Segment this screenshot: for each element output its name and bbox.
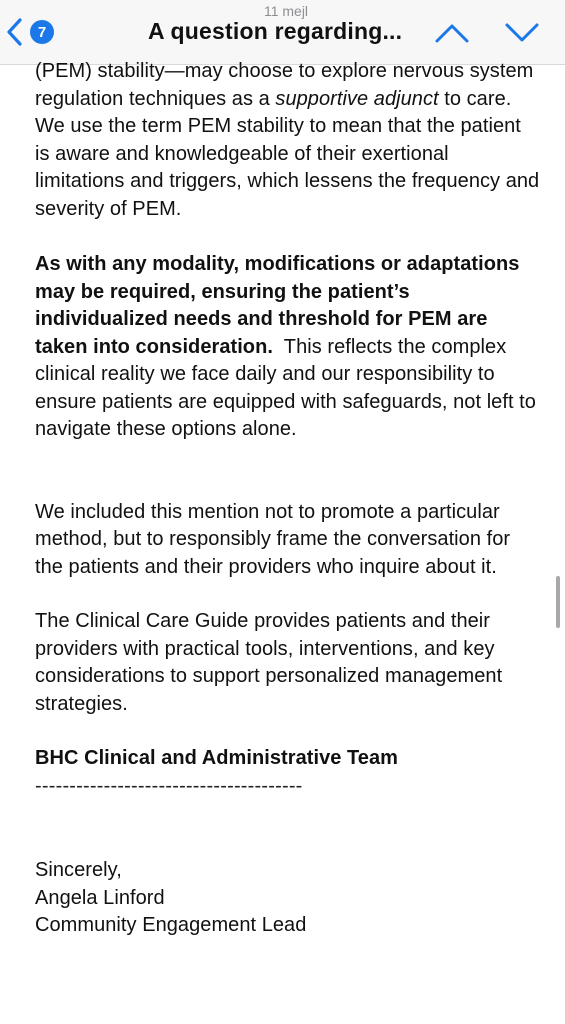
paragraph-care-guide: The Clinical Care Guide provides patients and their providers with practical tools, interventions, and key considerations to support personalized management strategies.	[35, 610, 503, 715]
email-subject-title: A question regarding...	[148, 18, 403, 44]
back-button[interactable]	[6, 14, 76, 50]
paragraph-pem-stability: (PEM) stability—may choose to explore nervous system regulation techniques as a supportive adjunct to care. We use the term PEM stability to mean that the patient is aware and knowledgeable of their exertional limitations and triggers, which lessens the frequency and severity of PEM.	[35, 60, 540, 220]
team-signature: BHC Clinical and Administrative Team	[35, 747, 398, 769]
next-message-button[interactable]	[502, 16, 542, 50]
paragraph-mention: We included this mention not to promote a particular method, but to responsibly frame the conversation for the patients and their providers who inquire about it.	[35, 500, 511, 578]
closing-line: Sincerely,	[35, 859, 122, 881]
signer-name: Angela Linford	[35, 886, 165, 909]
scrollbar[interactable]	[556, 576, 560, 628]
message-count: 11 mejl	[263, 3, 309, 19]
navigation-bar	[0, 0, 565, 65]
chevron-left-icon	[6, 18, 22, 46]
chevron-up-icon	[435, 23, 469, 43]
signer-title: Community Engagement Lead	[35, 914, 307, 936]
email-body	[35, 58, 540, 940]
chevron-down-icon	[505, 23, 539, 43]
previous-message-button[interactable]	[432, 16, 472, 50]
paragraph-modality: As with any modality, modifications or adaptations may be required, ensuring the patient’s individualized needs and threshold for PEM are taken into consideration. This reflects the complex clinical reality we face daily and our responsibility to ensure patients are equipped with safeguards, not left to navigate these options alone.	[35, 253, 542, 440]
unread-count-badge: 7	[30, 20, 54, 44]
separator-dashes: ---------------------------------------	[35, 774, 303, 797]
